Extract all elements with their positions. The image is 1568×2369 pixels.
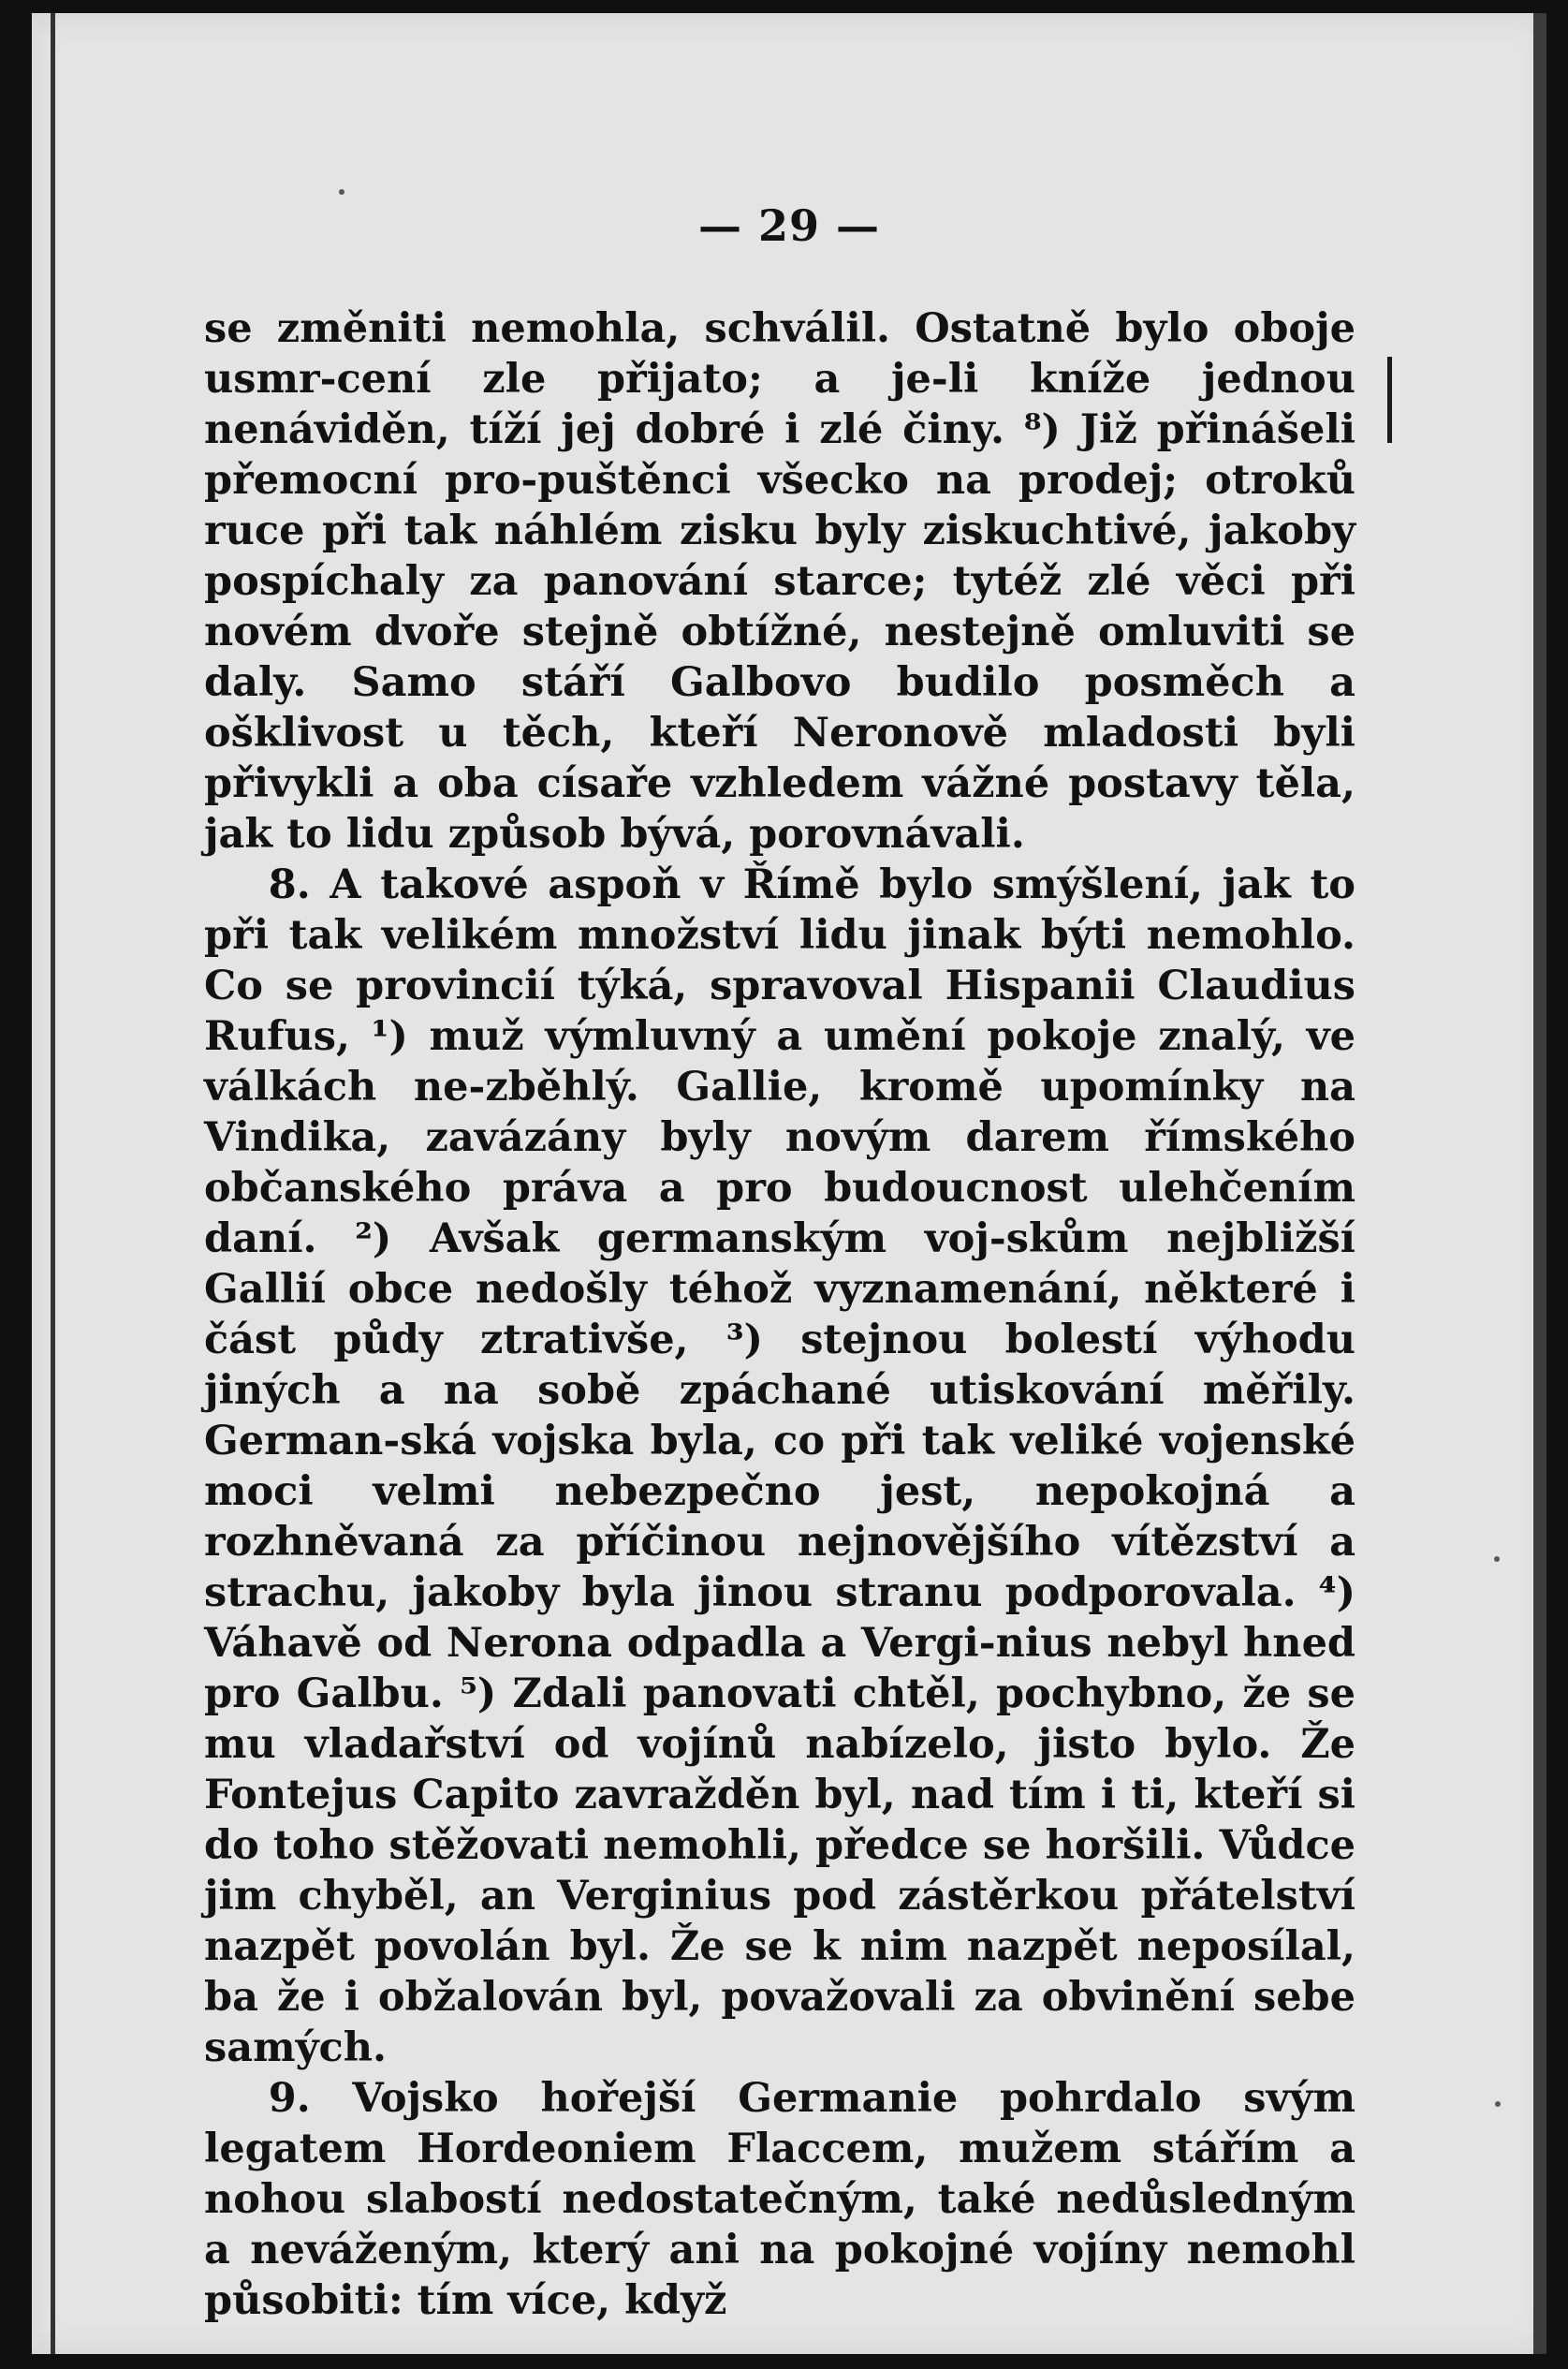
page-number: — 29 — [697, 200, 881, 251]
right-page-edge [1533, 13, 1546, 2354]
book-page [32, 13, 1546, 2354]
speck [339, 189, 344, 195]
paragraph-2: 8. A takové aspoň v Římě bylo smýšlení, jak to při tak velikém množství lidu jinak býti nemohlo. Co se provincií týká, spravoval Hispanii Claudius Rufus, ¹) muž výmluvný a umění pokoje znalý, ve válkách ne-zběhlý. Gallie, kromě upomínky na Vindika, zavázány byly novým darem římského občanského práva a pro budoucnost ulehčením daní. ²) Avšak germanským voj-skům nejbližší Gallií obce nedošly téhož vyznamenání, některé i část půdy ztrativše, ³) stejnou bolestí výhodu jiných a na sobě zpáchané utiskování měřily. German-ská vojska byla, co při tak veliké vojenské moci velmi nebezpečno jest, nepokojná a rozhněvaná za příčinou nejnovějšího vítězství a strachu, jakoby byla jinou stranu podporovala. ⁴) Váhavě od Nerona odpadla a Vergi-nius nebyl hned pro Galbu. ⁵) Zdali panovati chtěl, pochybno, že se mu vladařství od vojínů nabízelo, jisto bylo. Že Fontejus Capito zavražděn byl, nad tím i ti, kteří si do toho stěžovati nemohli, předce se horšili. Vůdce jim chyběl, an Verginius pod zástěrkou přátelství nazpět povolán byl. Že se k nim nazpět neposílal, ba že i obžalován byl, považovali za obvinění sebe samých. [204, 861, 1356, 2071]
paragraph-1: se změniti nemohla, schválil. Ostatně bylo oboje usmr-cení zle přijato; a je-li kníže jednou nenáviděn, tíží jej dobré i zlé činy. ⁸) Již přinášeli přemocní pro-puštěnci všecko na prodej; otroků ruce při tak náhlém zisku byly ziskuchtivé, jakoby pospíchaly za panování starce; tytéž zlé věci při novém dvoře stejně obtížné, nestejně omluviti se daly. Samo stáří Galbovo budilo posměch a ošklivost u těch, kteří Neronově mladosti byli přivykli a oba císaře vzhledem vážné postavy těla, jak to lidu způsob bývá, porovnávali. [204, 305, 1356, 858]
paragraph-3: 9. Vojsko hořejší Germanie pohrdalo svým legatem Hordeoniem Flaccem, mužem stářím a nohou slabostí nedostatečným, také nedůsledným a neváženým, který ani na pokojné vojíny nemohl působiti: tím více, když [204, 2075, 1356, 2324]
speck [1494, 1556, 1500, 1562]
page-text [204, 303, 1356, 2326]
margin-mark [1387, 357, 1392, 443]
speck [1495, 2101, 1501, 2107]
left-binding-edge [51, 13, 55, 2354]
